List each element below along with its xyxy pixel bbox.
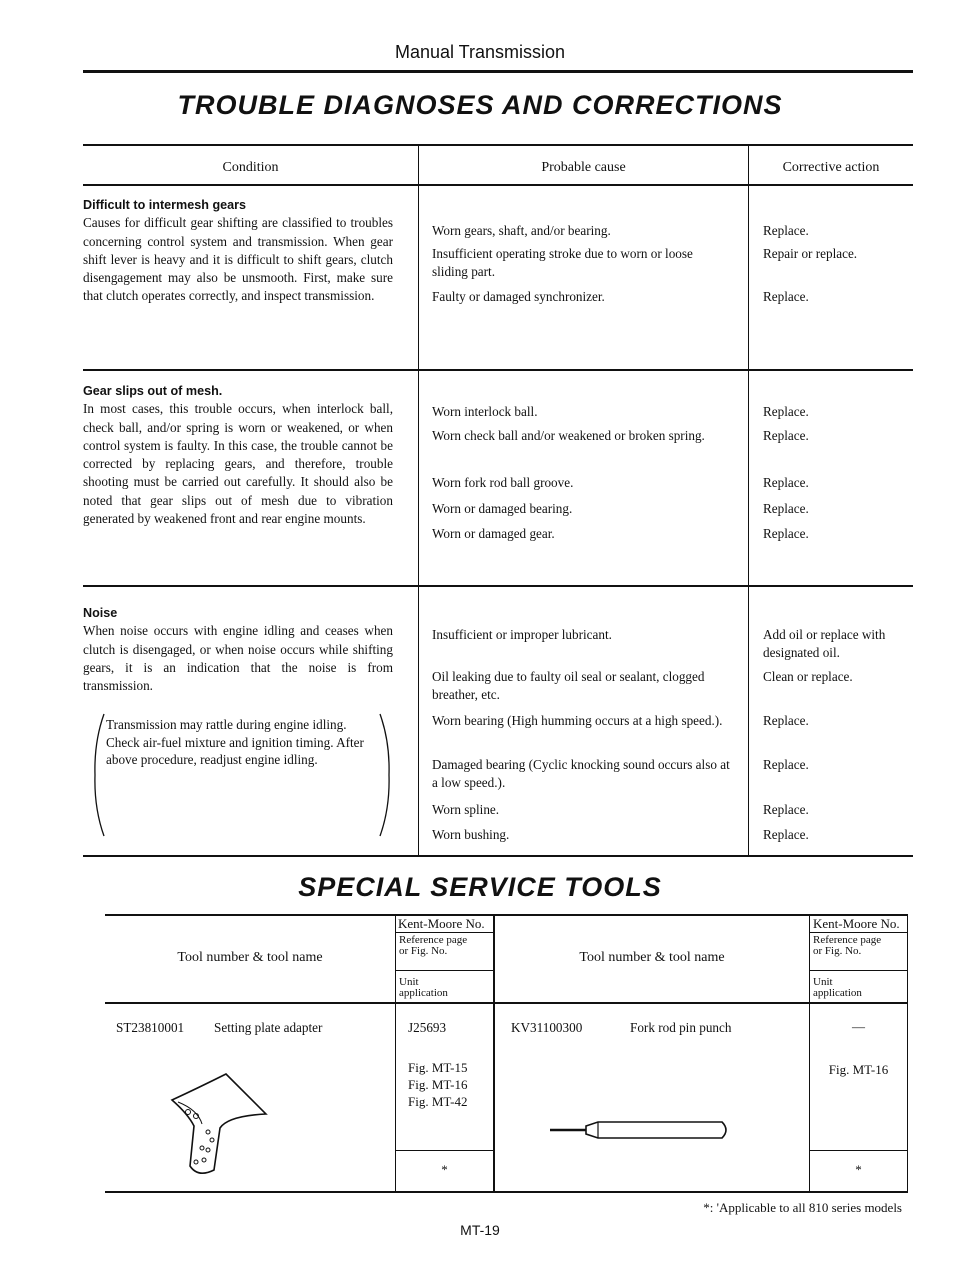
cause-item: Worn or damaged bearing. bbox=[432, 501, 573, 516]
unit-application: * bbox=[855, 1162, 862, 1177]
condition-title: Noise bbox=[83, 606, 118, 620]
trouble-table-row-rule-2 bbox=[83, 585, 913, 587]
column-header-condition: Condition bbox=[222, 160, 279, 175]
trouble-table-row-rule-1 bbox=[83, 369, 913, 371]
tools-head-rule bbox=[105, 1002, 908, 1004]
action-item: Replace. bbox=[763, 475, 809, 490]
tools-kent-rule-right bbox=[810, 932, 907, 933]
trouble-table-vline-2 bbox=[748, 144, 749, 857]
note-bracket-left-icon bbox=[92, 712, 106, 838]
action-item: Clean or replace. bbox=[763, 669, 853, 684]
cause-item: Worn interlock ball. bbox=[432, 404, 538, 419]
condition-text: When noise occurs with engine idling and ceases when clutch is disengaged, or when noise occurs while shifting gears, it is an indication that the noise is from transmission. bbox=[83, 623, 393, 694]
kent-moore-number: — bbox=[852, 1019, 865, 1034]
tools-col-header-right: Tool number & tool name bbox=[579, 950, 725, 965]
kent-moore-header: Kent-Moore No. bbox=[813, 916, 900, 931]
tools-top-rule bbox=[105, 914, 908, 916]
fork-rod-pin-punch-illustration-icon bbox=[546, 1118, 732, 1142]
tool-name: Fork rod pin punch bbox=[630, 1020, 732, 1035]
condition-title: Difficult to intermesh gears bbox=[83, 198, 247, 212]
cause-item: Insufficient or improper lubricant. bbox=[432, 627, 612, 642]
action-item: Replace. bbox=[763, 428, 809, 443]
condition-title: Gear slips out of mesh. bbox=[83, 384, 223, 398]
reference-header: Reference page or Fig. No. bbox=[813, 934, 882, 957]
reference-item: Fig. MT-15 bbox=[408, 1060, 468, 1075]
trouble-table-top-rule bbox=[83, 144, 913, 146]
kent-moore-number: J25693 bbox=[408, 1020, 447, 1035]
section-header: Manual Transmission bbox=[394, 42, 566, 62]
cause-item: Worn gears, shaft, and/or bearing. bbox=[432, 223, 611, 238]
tool-name: Setting plate adapter bbox=[214, 1020, 323, 1035]
column-header-corrective-action: Corrective action bbox=[782, 160, 880, 175]
footnote: *: 'Applicable to all 810 series models bbox=[703, 1200, 902, 1215]
condition-gear-slips bbox=[83, 382, 393, 528]
condition-note: Transmission may rattle during engine idling. Check air-fuel mixture and ignition timing. After above procedure, readjust engine idling. bbox=[106, 717, 364, 767]
action-item: Replace. bbox=[763, 713, 809, 728]
tools-kent-rule-left bbox=[396, 932, 493, 933]
cause-item: Damaged bearing (Cyclic knocking sound occurs also at a low speed.). bbox=[432, 757, 730, 790]
trouble-title: TROUBLE DIAGNOSES AND CORRECTIONS bbox=[177, 90, 783, 120]
header-rule bbox=[83, 70, 913, 73]
action-item: Add oil or replace with designated oil. bbox=[763, 627, 886, 660]
tools-col-header-left: Tool number & tool name bbox=[177, 950, 323, 965]
cause-item: Oil leaking due to faulty oil seal or sealant, clogged breather, etc. bbox=[432, 669, 705, 702]
action-item: Replace. bbox=[763, 289, 809, 304]
kent-moore-header: Kent-Moore No. bbox=[398, 916, 485, 931]
cause-item: Worn bushing. bbox=[432, 827, 510, 842]
condition-difficult-to-intermesh bbox=[83, 196, 393, 306]
cause-item: Worn bearing (High humming occurs at a high speed.). bbox=[432, 713, 723, 728]
tool-number: KV31100300 bbox=[511, 1020, 583, 1035]
tools-unit-rule-left bbox=[396, 1150, 493, 1151]
unit-header: Unit application bbox=[399, 976, 448, 999]
reference-item: Fig. MT-42 bbox=[408, 1094, 468, 1109]
tools-vline-3 bbox=[809, 914, 810, 1193]
trouble-table-vline-1 bbox=[418, 144, 419, 857]
setting-plate-adapter-illustration-icon bbox=[168, 1070, 278, 1178]
reference-header: Reference page or Fig. No. bbox=[399, 934, 468, 957]
trouble-table-head-rule bbox=[83, 184, 913, 186]
cause-item: Worn or damaged gear. bbox=[432, 526, 555, 541]
note-bracket-right-icon bbox=[378, 712, 392, 838]
condition-text: Causes for difficult gear shifting are classified to troubles concerning control system and transmission. When gear shift lever is heavy and it is difficult to shift gears, clutch disengagement may also be unsmooth. First, make sure that clutch operates correctly, and inspect transmission. bbox=[83, 215, 393, 304]
condition-text: In most cases, this trouble occurs, when interlock ball, check ball, and/or spring is worn or weakened, or when control system is faulty. In this case, the trouble cannot be corrected by replacing gears, and therefore, trouble shooting must be carried out carefully. It should also be noted that gear slips out of mesh due to vibration generated by weakened front and rear engine mounts. bbox=[83, 401, 393, 527]
action-item: Replace. bbox=[763, 501, 809, 516]
action-item: Replace. bbox=[763, 404, 809, 419]
action-item: Replace. bbox=[763, 802, 809, 817]
cause-item: Worn spline. bbox=[432, 802, 500, 817]
unit-header: Unit application bbox=[813, 976, 862, 999]
action-item: Replace. bbox=[763, 757, 809, 772]
cause-item: Worn check ball and/or weakened or broken spring. bbox=[432, 428, 705, 443]
tools-vline-1 bbox=[395, 914, 396, 1193]
cause-item: Worn fork rod ball groove. bbox=[432, 475, 574, 490]
trouble-table-bottom-rule bbox=[83, 855, 913, 857]
tools-unit-rule-right bbox=[810, 1150, 907, 1151]
reference-list bbox=[408, 1059, 467, 1110]
column-header-probable-cause: Probable cause bbox=[541, 160, 626, 175]
cause-item: Insufficient operating stroke due to worn or loose sliding part. bbox=[432, 246, 693, 279]
tool-number: ST23810001 bbox=[116, 1020, 185, 1035]
tools-ref-rule-left bbox=[396, 970, 493, 971]
unit-application: * bbox=[441, 1162, 448, 1177]
reference-item: Fig. MT-16 bbox=[408, 1077, 468, 1092]
tools-bottom-rule bbox=[105, 1191, 908, 1193]
reference-item: Fig. MT-16 bbox=[828, 1062, 889, 1077]
tools-vline-4 bbox=[907, 914, 908, 1193]
action-item: Replace. bbox=[763, 526, 809, 541]
cause-item: Faulty or damaged synchronizer. bbox=[432, 289, 605, 304]
action-item: Replace. bbox=[763, 827, 809, 842]
tools-title: SPECIAL SERVICE TOOLS bbox=[298, 872, 662, 902]
tools-ref-rule-right bbox=[810, 970, 907, 971]
action-item: Replace. bbox=[763, 223, 809, 238]
action-item: Repair or replace. bbox=[763, 246, 858, 261]
page-number: MT-19 bbox=[460, 1222, 500, 1238]
condition-noise bbox=[83, 604, 393, 695]
